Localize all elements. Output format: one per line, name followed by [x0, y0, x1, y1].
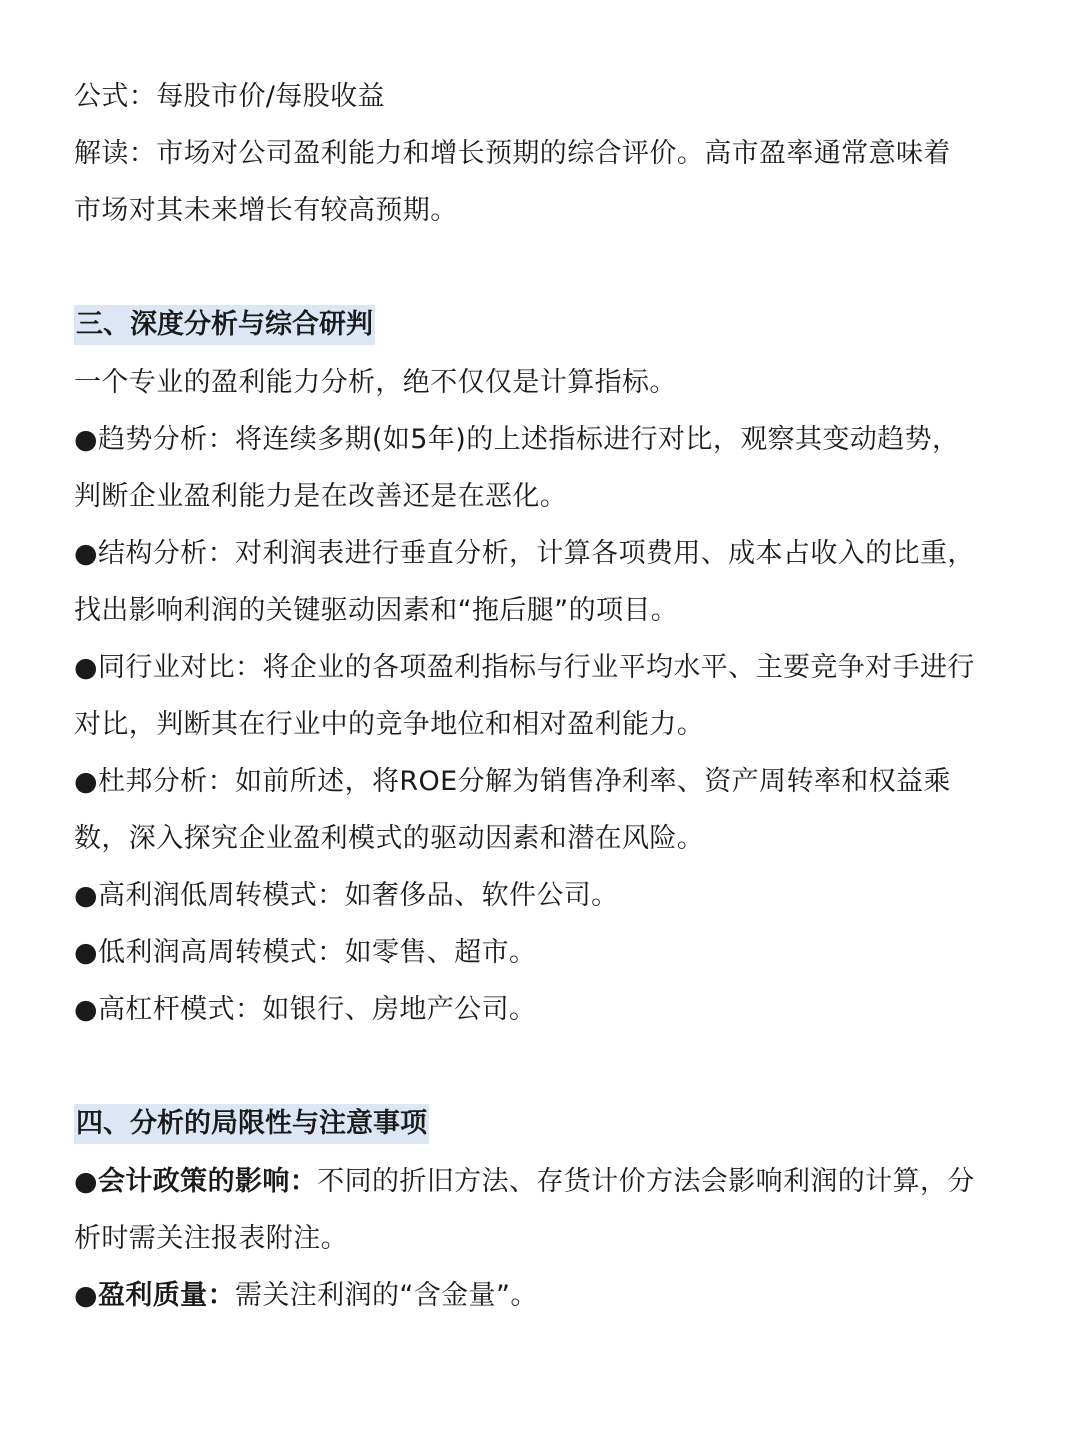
- list-item-text: 同行业对比：将企业的各项盈利指标与行业平均水平、主要竞争对手进行: [97, 652, 975, 683]
- bullet-icon: ●: [74, 937, 98, 968]
- bullet-icon: ●: [74, 424, 98, 455]
- section-gap: [74, 1038, 1002, 1096]
- list-item: [74, 1267, 1002, 1324]
- list-item-text: 低利润高周转模式：如零售、超市。: [97, 937, 537, 968]
- list-item-text: 高杠杆模式：如银行、房地产公司。: [97, 994, 537, 1025]
- section3-heading: 三、深度分析与综合研判: [74, 305, 375, 345]
- list-item: [74, 924, 1002, 981]
- list-item: [74, 867, 1002, 924]
- bullet-icon: ●: [74, 1166, 98, 1197]
- list-item-label: 会计政策的影响：: [97, 1166, 318, 1197]
- list-item: [74, 525, 1002, 582]
- section-gap: [74, 239, 1002, 297]
- formula-line: 公式：每股市价/每股收益: [74, 81, 385, 112]
- list-item-label: 盈利质量：: [97, 1280, 235, 1311]
- list-item-continuation: 数，深入探究企业盈利模式的驱动因素和潜在风险。: [74, 823, 705, 854]
- list-item-continuation: 找出影响利润的关键驱动因素和“拖后腿”的项目。: [74, 595, 679, 626]
- list-item-continuation: 对比，判断其在行业中的竞争地位和相对盈利能力。: [74, 709, 705, 740]
- list-item: [74, 753, 1002, 810]
- interpretation-line-2: 市场对其未来增长有较高预期。: [74, 195, 458, 226]
- list-item-continuation: 判断企业盈利能力是在改善还是在恶化。: [74, 481, 568, 512]
- section3-list: [74, 411, 1002, 1038]
- interpretation-line-1: 解读：市场对公司盈利能力和增长预期的综合评价。高市盈率通常意味着: [74, 138, 951, 169]
- list-item-text: 需关注利润的“含金量”。: [234, 1280, 538, 1311]
- list-item-text: 结构分析：对利润表进行垂直分析，计算各项费用、成本占收入的比重，: [97, 538, 975, 569]
- bullet-icon: ●: [74, 880, 98, 911]
- list-item-text: 趋势分析：将连续多期(如5年)的上述指标进行对比，观察其变动趋势，: [97, 424, 960, 455]
- bullet-icon: ●: [74, 538, 98, 569]
- section3-lead: 一个专业的盈利能力分析，绝不仅仅是计算指标。: [74, 367, 677, 398]
- list-item: [74, 639, 1002, 696]
- bullet-icon: ●: [74, 994, 98, 1025]
- section4-list: [74, 1153, 1002, 1324]
- section4-heading-wrap: [74, 1096, 1002, 1153]
- section4-heading: 四、分析的局限性与注意事项: [74, 1104, 429, 1144]
- list-item-text: 高利润低周转模式：如奢侈品、软件公司。: [97, 880, 619, 911]
- list-item: [74, 411, 1002, 468]
- list-item-text: 不同的折旧方法、存货计价方法会影响利润的计算，分: [317, 1166, 975, 1197]
- list-item-text: 杜邦分析：如前所述，将ROE分解为销售净利率、资产周转率和权益乘: [97, 766, 951, 797]
- list-item-continuation: 析时需关注报表附注。: [74, 1223, 348, 1254]
- bullet-icon: ●: [74, 766, 98, 797]
- bullet-icon: ●: [74, 1280, 98, 1311]
- section3-heading-wrap: [74, 297, 1002, 354]
- list-item: [74, 981, 1002, 1038]
- bullet-icon: ●: [74, 652, 98, 683]
- list-item: [74, 1153, 1002, 1210]
